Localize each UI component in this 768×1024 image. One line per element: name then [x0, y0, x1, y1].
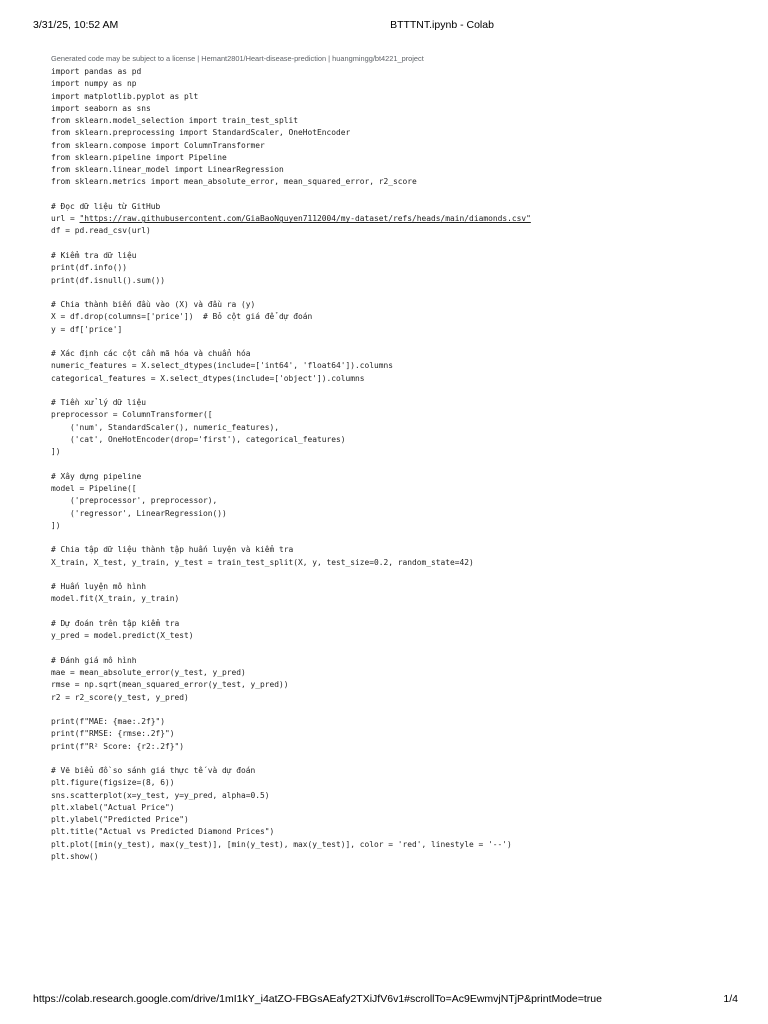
code-line: print(df.isnull().sum()) [51, 275, 166, 285]
code-line: # Xác định các cột cần mã hóa và chuẩn hóa [51, 349, 251, 359]
code-line: # Tiền xử lý dữ liệu [51, 398, 147, 408]
code-line [51, 459, 731, 471]
code-line: r2 = r2_score(y_test, y_pred) [51, 692, 189, 702]
code-line: plt.ylabel("Predicted Price") [51, 815, 189, 825]
code-line: # Huấn luyện mô hình [51, 582, 147, 592]
code-line: plt.show() [51, 852, 99, 861]
code-line [51, 704, 731, 716]
print-datetime: 3/31/25, 10:52 AM [33, 19, 119, 31]
dataset-url-link[interactable]: "https://raw.githubusercontent.com/GiaBaoNguyen7112004/my-dataset/refs/heads/main/diamonds.csv" [79, 214, 531, 224]
code-line: y_pred = model.predict(X_test) [51, 631, 194, 641]
code-line: from sklearn.preprocessing import StandardScaler, OneHotEncoder [51, 128, 351, 138]
code-line: model.fit(X_train, y_train) [51, 594, 180, 604]
code-line: from sklearn.pipeline import Pipeline [51, 152, 227, 162]
code-line [51, 385, 731, 397]
code-line: # Dự đoán trên tập kiểm tra [51, 618, 180, 628]
code-line: ('regressor', LinearRegression()) [51, 508, 227, 518]
code-line: plt.plot([min(y_test), max(y_test)], [min(y_test), max(y_test)], color = 'red', linestyle = '--') [51, 839, 512, 849]
print-page-title: BTTTNT.ipynb - Colab [390, 19, 494, 31]
print-page-number: 1/4 [723, 993, 738, 1005]
code-line: X = df.drop(columns=['price']) # Bỏ cột giá để dự đoán [51, 312, 313, 322]
code-line-dataset-url [51, 213, 731, 225]
code-line: y = df['price'] [51, 324, 123, 334]
code-line [51, 532, 731, 544]
code-line: # Kiểm tra dữ liệu [51, 250, 137, 260]
print-page-url: https://colab.research.google.com/drive/1mI1kY_i4atZO-FBGsAEafy2TXiJfV6v1#scrollTo=Ac9EwmvjNTjP&printMode=true [33, 993, 602, 1005]
code-line: plt.xlabel("Actual Price") [51, 802, 175, 812]
code-line: plt.title("Actual vs Predicted Diamond Prices") [51, 827, 275, 837]
code-license-attribution[interactable]: Generated code may be subject to a license | Hemant2801/Heart-disease-prediction | huangmingg/bt4221_project [51, 54, 424, 63]
code-line [51, 238, 731, 250]
code-line: ('preprocessor', preprocessor), [51, 496, 218, 506]
code-line: numeric_features = X.select_dtypes(include=['int64', 'float64']).columns [51, 361, 394, 371]
code-line: # Đọc dữ liệu từ GitHub [51, 201, 161, 211]
code-line: from sklearn.linear_model import LinearRegression [51, 165, 284, 175]
code-line: # Chia thành biến đầu vào (X) và đầu ra (y) [51, 300, 256, 310]
code-line: import numpy as np [51, 79, 137, 89]
code-line: from sklearn.metrics import mean_absolute_error, mean_squared_error, r2_score [51, 177, 417, 187]
code-line: from sklearn.model_selection import train_test_split [51, 116, 299, 126]
code-line: import pandas as pd [51, 67, 142, 76]
code-line [51, 642, 731, 654]
code-line: # Đánh giá mô hình [51, 655, 137, 665]
print-header [0, 19, 768, 33]
code-line: rmse = np.sqrt(mean_squared_error(y_test, y_pred)) [51, 680, 289, 690]
code-line: preprocessor = ColumnTransformer([ [51, 410, 213, 420]
print-footer [0, 993, 768, 1007]
code-line: print(f"RMSE: {rmse:.2f}") [51, 729, 175, 739]
code-line [51, 753, 731, 765]
code-line [51, 189, 731, 201]
code-line: df = pd.read_csv(url) [51, 226, 151, 236]
code-text: url = [51, 214, 80, 224]
code-line: import seaborn as sns [51, 103, 151, 113]
code-line [51, 336, 731, 348]
code-line: ]) [51, 447, 61, 457]
code-line: # Chia tập dữ liệu thành tập huấn luyện và kiểm tra [51, 545, 294, 555]
code-line: print(df.info()) [51, 263, 128, 273]
code-line: # Xây dựng pipeline [51, 471, 142, 481]
code-line: X_train, X_test, y_train, y_test = train_test_split(X, y, test_size=0.2, random_state=42) [51, 557, 474, 567]
code-line [51, 287, 731, 299]
code-line: ]) [51, 520, 61, 530]
code-line: sns.scatterplot(x=y_test, y=y_pred, alpha=0.5) [51, 790, 270, 800]
code-line: mae = mean_absolute_error(y_test, y_pred) [51, 668, 246, 678]
code-line: categorical_features = X.select_dtypes(include=['object']).columns [51, 373, 365, 383]
code-line: model = Pipeline([ [51, 484, 137, 494]
code-cell[interactable] [51, 66, 731, 863]
code-line [51, 606, 731, 618]
code-line: print(f"R² Score: {r2:.2f}") [51, 741, 185, 751]
code-line: import matplotlib.pyplot as plt [51, 91, 199, 101]
code-line: print(f"MAE: {mae:.2f}") [51, 717, 166, 727]
code-line: ('num', StandardScaler(), numeric_features), [51, 422, 280, 432]
code-line: plt.figure(figsize=(8, 6)) [51, 778, 175, 788]
code-line [51, 569, 731, 581]
code-line: # Vẽ biểu đồ so sánh giá thực tế và dự đoán [51, 766, 256, 776]
code-line: from sklearn.compose import ColumnTransformer [51, 140, 265, 150]
code-line: ('cat', OneHotEncoder(drop='first'), categorical_features) [51, 434, 346, 444]
